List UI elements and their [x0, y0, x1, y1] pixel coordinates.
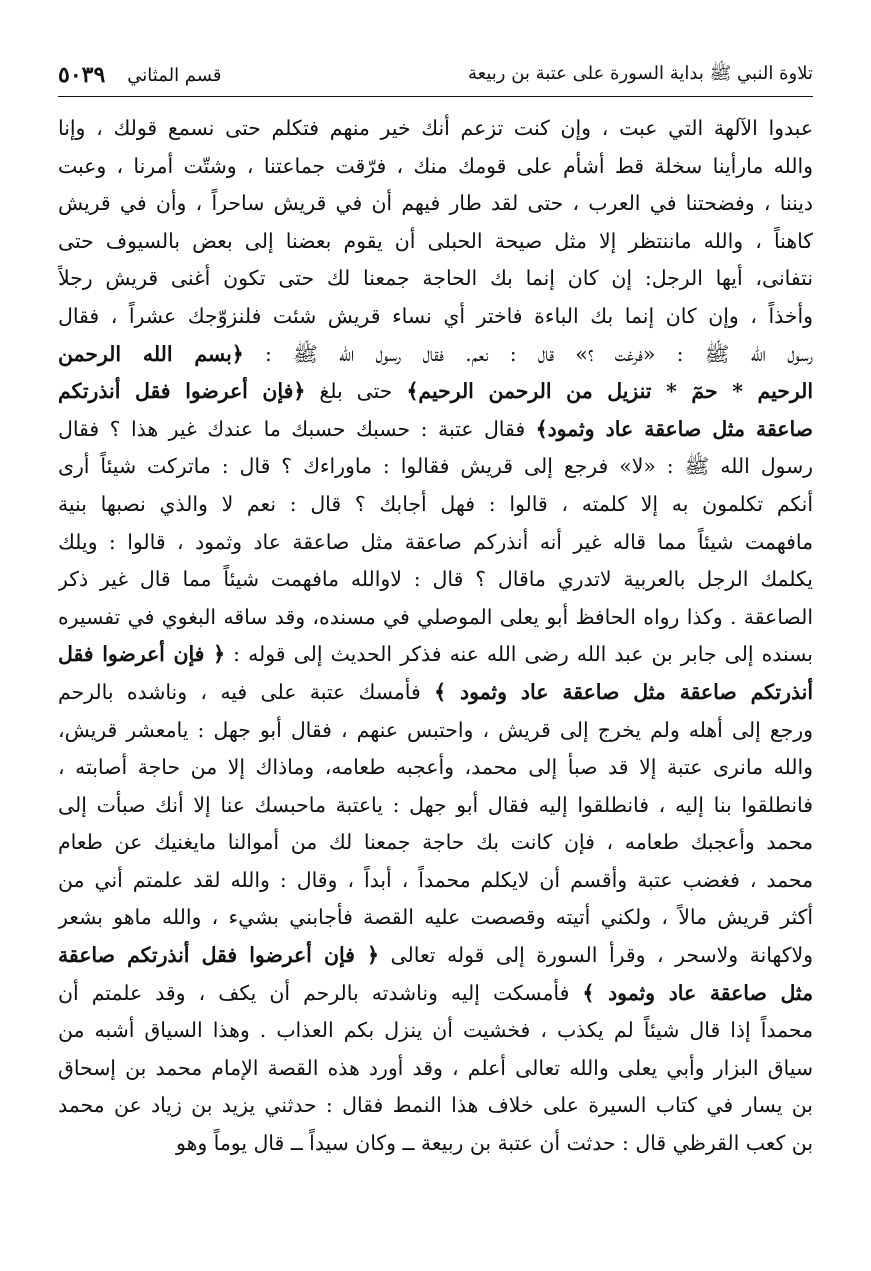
text-line	[58, 148, 813, 186]
text-segment: ولاكهانة ولاسحر ، وقرأ السورة إلى قوله تعالى	[379, 943, 813, 968]
text-line	[58, 1125, 813, 1163]
text-segment: محمد وأعجبك طعامه ، فإن كانت بك حاجة جمعنا لك من أموالنا مايغنيك عن طعام	[58, 830, 813, 855]
text-segment: رسول الله ﷺ : «لا» فرجع إلى قريش فقالوا : ماوراءك ؟ قال : ماتركت شيئاً أرى	[58, 454, 813, 479]
text-segment: فأمسكت إليه وناشدته بالرحم أن يكف ، وقد علمتم أن	[58, 980, 583, 1005]
text-line	[58, 749, 813, 787]
text-segment: بسنده إلى جابر بن عبد الله رضى الله عنه فذكر الحديث إلى قوله :	[225, 642, 813, 667]
text-segment: رسول الله ﷺ : «فرغت ؟» قال : نعم. فقال رسول الله ﷺ :	[243, 341, 813, 366]
text-segment: سياق البزار وأبي يعلى والله تعالى أعلم ، وقد أورد هذه القصة الإمام محمد بن إسحاق	[58, 1055, 813, 1080]
text-segment: كاهناً ، والله ماننتظر إلا مثل صيحة الحبلى أن يقوم بعضنا إلى بعض بالسيوف حتى	[58, 228, 813, 253]
text-segment: مافهمت شيئاً مما قاله غير أنه أنذركم صاعقة مثل صاعقة عاد وثمود ، قالوا : ويلك	[58, 529, 813, 554]
body-text	[58, 110, 813, 1163]
quran-quote: ﴿بسم الله الرحمن	[58, 341, 244, 366]
text-line	[58, 824, 813, 862]
text-line	[58, 336, 813, 374]
text-segment: والله مارأينا سخلة قط أشأم على قومك منك ، فرّقت جماعتنا ، وشتّت أمرنا ، وعبت	[58, 153, 813, 178]
text-line	[58, 862, 813, 900]
page-number: ٥٠٣٩	[58, 62, 106, 88]
header-meta	[58, 62, 221, 88]
quran-quote: أنذرتكم صاعقة مثل صاعقة عاد وثمود ﴾	[434, 679, 813, 704]
page	[58, 54, 813, 1251]
text-segment: نتفانى، أيها الرجل: إن كان إنما بك الحاجة جمعنا لك حتى تكون أغنى قريش رجلاً	[58, 266, 813, 291]
text-line	[58, 260, 813, 298]
section-name: قسم المثاني	[127, 64, 222, 86]
running-title: تلاوة النبي ﷺ بداية السورة على عتبة بن ربيعة	[468, 63, 813, 84]
text-line	[58, 975, 813, 1013]
text-line	[58, 937, 813, 975]
text-line	[58, 1050, 813, 1088]
text-line	[58, 599, 813, 637]
text-line	[58, 524, 813, 562]
text-line	[58, 486, 813, 524]
text-segment: ورجع إلى أهله ولم يخرج إلى قريش ، واحتبس عنهم ، فقال أبو جهل : يامعشر قريش،	[58, 717, 813, 742]
text-line	[58, 110, 813, 148]
text-line	[58, 223, 813, 261]
text-segment: فأمسك عتبة على فيه ، وناشده بالرحم	[58, 679, 435, 704]
quran-quote: مثل صاعقة عاد وثمود ﴾	[582, 980, 813, 1005]
text-line	[58, 561, 813, 599]
text-line	[58, 411, 813, 449]
text-line	[58, 373, 813, 411]
text-line	[58, 899, 813, 937]
text-segment: يكلمك الرجل بالعربية لاتدري ماقال ؟ قال : لاوالله مافهمت شيئاً مما قال غير ذكر	[58, 567, 813, 592]
text-segment: محمداً إذا قال شيئاً لم يكذب ، فخشيت أن ينزل بكم العذاب . وهذا السياق أشبه من	[58, 1018, 813, 1043]
text-segment: عبدوا الآلهة التي عبت ، وإن كنت تزعم أنك خير منهم فتكلم حتى نسمع قولك ، وإنا	[58, 116, 813, 140]
text-segment: الصاعقة . وكذا رواه الحافظ أبو يعلى الموصلي في مسنده، وقد ساقه البغوي في تفسيره	[58, 604, 813, 629]
text-line	[58, 636, 813, 674]
text-line	[58, 787, 813, 825]
text-line	[58, 1012, 813, 1050]
text-segment: وأخذاً ، وإن كان إنما بك الباءة فاختر أي نساء قريش شئت فلنزوّجك عشراً ، فقال	[58, 303, 813, 328]
quran-quote: ﴿فإن أعرضوا فقل أنذرتكم	[58, 379, 306, 404]
page-header	[58, 54, 813, 96]
text-line	[58, 298, 813, 336]
text-line	[58, 1087, 813, 1125]
text-segment: أنكم تكلمون به إلا كلمته ، قالوا : فهل أجابك ؟ قال : نعم لا والذي نصبها بنية	[58, 491, 813, 516]
header-rule	[58, 96, 813, 97]
text-line	[58, 185, 813, 223]
text-segment: فقال عتبة : حسبك حسبك ما عندك غير هذا ؟ فقال	[58, 416, 536, 441]
text-segment: فانطلقوا بنا إليه ، فانطلقوا إليه فقال أبو جهل : ياعتبة ماحبسك عنا إلا أنك صبأت إلى	[58, 792, 813, 817]
quran-quote: ﴿ فإن أعرضوا فقل أنذرتكم صاعقة	[58, 943, 379, 968]
text-segment: محمد ، فغضب عتبة وأقسم أن لايكلم محمداً ، أبداً ، وقال : والله لقد علمتم أني من	[58, 867, 813, 892]
text-segment: والله مانرى عتبة إلا قد صبأ إلى محمد، وأعجبه طعامه، وماذاك إلا من حاجة أصابته ،	[58, 755, 813, 780]
text-line	[58, 712, 813, 750]
text-segment: حتى بلغ	[305, 379, 407, 404]
text-segment: ديننا ، وفضحتنا في العرب ، حتى لقد طار فيهم أن في قريش ساحراً ، وأن في قريش	[58, 191, 813, 216]
quran-quote: ﴿ فإن أعرضوا فقل	[58, 642, 226, 667]
text-segment: بن كعب القرظي قال : حدثت أن عتبة بن ربيعة ــ وكان سيداً ــ قال يوماً وهو	[176, 1131, 813, 1156]
text-segment: أكثر قريش مالاً ، ولكني أتيته وقصصت عليه القصة فأجابني بشيء ، والله ماهو بشعر	[58, 905, 813, 930]
text-line	[58, 674, 813, 712]
text-segment: بن يسار في كتاب السيرة على خلاف هذا النمط فقال : حدثني يزيد بن زياد عن محمد	[58, 1093, 813, 1118]
text-line	[58, 448, 813, 486]
quran-quote: الرحيم * حمٓ * تنزيل من الرحمن الرحيم﴾	[406, 379, 813, 404]
quran-quote: صاعقة مثل صاعقة عاد وثمود﴾	[535, 416, 813, 441]
